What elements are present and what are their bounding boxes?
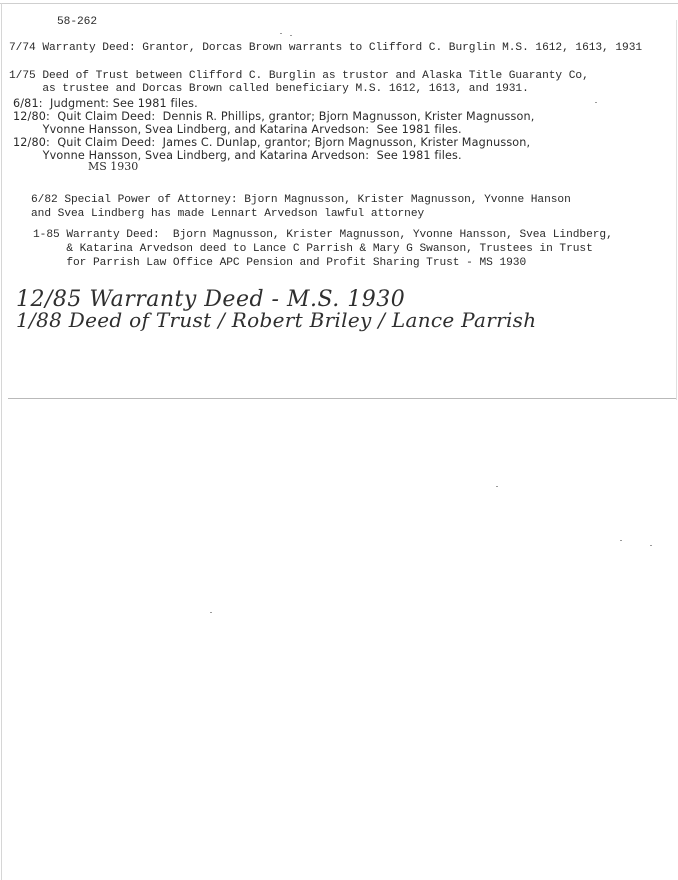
page-edge-right [676, 20, 677, 400]
scan-speck [496, 486, 498, 487]
page-edge-top [0, 3, 678, 4]
scan-speck [280, 33, 282, 34]
page-number: 58-262 [57, 16, 97, 28]
scan-speck [290, 35, 292, 36]
scan-speck [210, 612, 212, 613]
page-edge-left [1, 3, 2, 880]
scan-speck [595, 102, 597, 103]
handwritten-entry-2: 1/88 Deed of Trust / Robert Briley / Lance Parrish [16, 308, 537, 332]
entry-line: 12/80: Quit Claim Deed: Dennis R. Phillips, grantor; Bjorn Magnusson, Krister Magnusson, [13, 110, 535, 123]
entry-line: Yvonne Hansson, Svea Lindberg, and Katarina Arvedson: See 1981 files. [13, 149, 462, 162]
entry-line: 6/81: Judgment: See 1981 files. [13, 97, 198, 110]
handwritten-ms-note: MS 1930 [88, 160, 139, 173]
scan-speck [650, 545, 652, 546]
entry-line: 1-85 Warranty Deed: Bjorn Magnusson, Krister Magnusson, Yvonne Hansson, Svea Lindberg, [33, 229, 613, 241]
section-divider [8, 398, 676, 399]
entry-line: 6/82 Special Power of Attorney: Bjorn Magnusson, Krister Magnusson, Yvonne Hanson [31, 194, 571, 206]
entry-line: for Parrish Law Office APC Pension and Profit Sharing Trust - MS 1930 [33, 257, 527, 269]
scan-speck [620, 540, 622, 541]
entry-line: as trustee and Dorcas Brown called beneficiary M.S. 1612, 1613, and 1931. [9, 83, 529, 95]
entry-line: 12/80: Quit Claim Deed: James C. Dunlap, grantor; Bjorn Magnusson, Krister Magnusson, [13, 136, 531, 149]
entry-line: 7/74 Warranty Deed: Grantor, Dorcas Brown warrants to Clifford C. Burglin M.S. 1612, 1613, 1931 [9, 42, 643, 54]
handwritten-entry-1: 12/85 Warranty Deed - M.S. 1930 [16, 287, 406, 312]
entry-line: and Svea Lindberg has made Lennart Arvedson lawful attorney [31, 208, 425, 220]
entry-line: & Katarina Arvedson deed to Lance C Parrish & Mary G Swanson, Trustees in Trust [33, 243, 593, 255]
entry-line: Yvonne Hansson, Svea Lindberg, and Katarina Arvedson: See 1981 files. [13, 123, 462, 136]
entry-line: 1/75 Deed of Trust between Clifford C. Burglin as trustor and Alaska Title Guaranty Co, [9, 70, 589, 82]
